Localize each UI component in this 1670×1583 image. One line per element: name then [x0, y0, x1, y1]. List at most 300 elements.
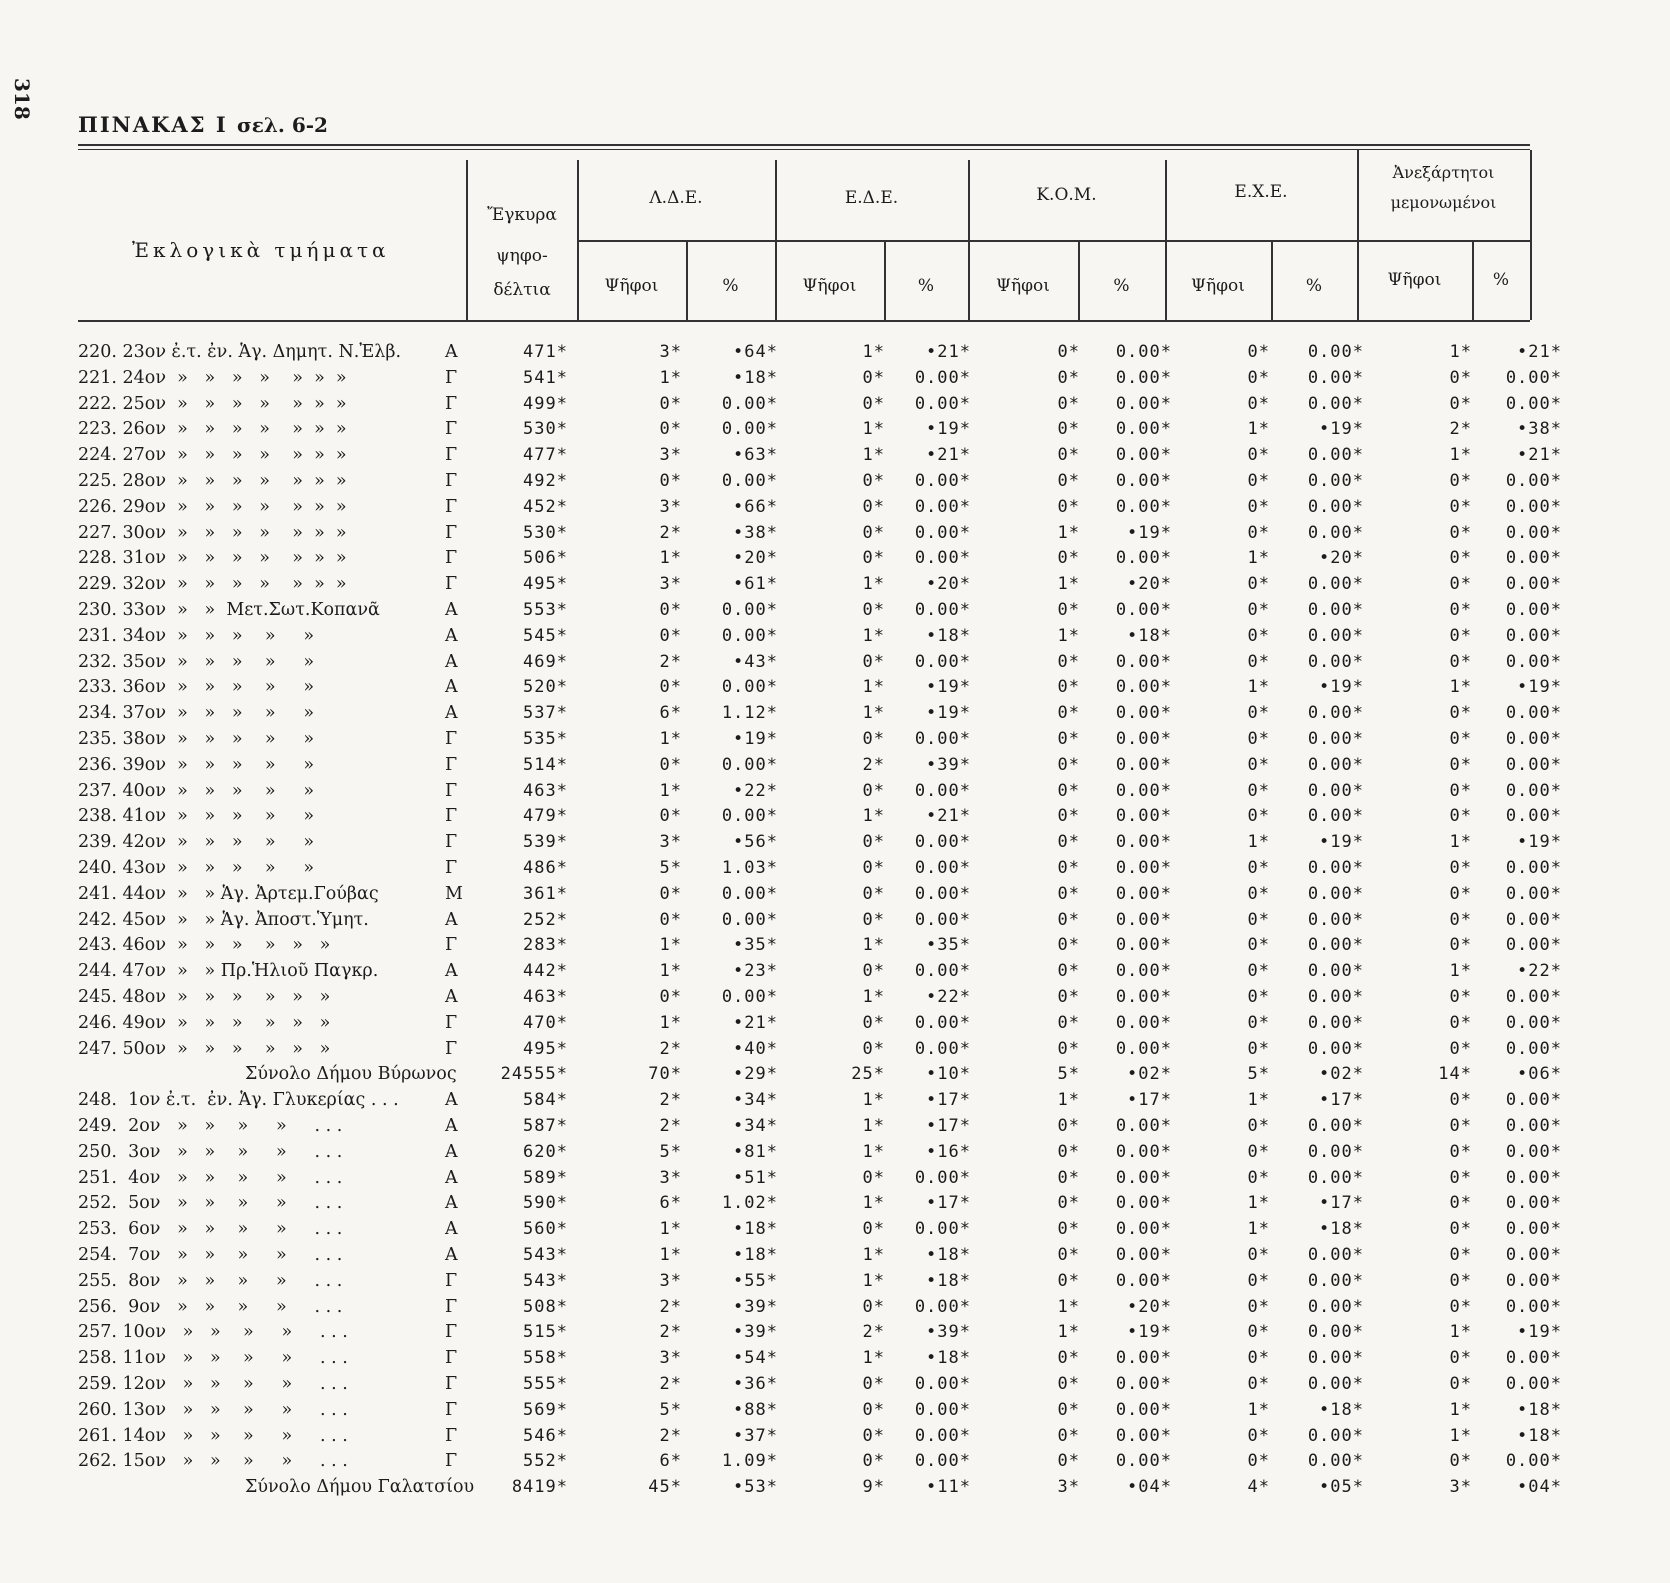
kom-pct-cell: 0.00*: [1115, 780, 1172, 801]
ede-pct-cell: 0.00*: [914, 1425, 971, 1446]
ede-pct-cell: •21*: [926, 342, 971, 362]
kom-pct-cell: 0.00*: [1115, 1374, 1172, 1394]
valid-ballots-cell: 545*: [523, 625, 568, 646]
ede-pct-cell: 0.00*: [914, 393, 971, 414]
ede-pct-cell: •18*: [926, 1348, 971, 1369]
district-label: 262. 15ον » » » » . . .: [78, 1451, 348, 1472]
kom-votes-cell: 1*: [1057, 574, 1080, 595]
valid-ballots-cell: 553*: [523, 600, 568, 620]
ede-pct-cell: 0.00*: [914, 883, 971, 904]
district-label: 261. 14ον » » » » . . .: [78, 1425, 348, 1446]
ede-pct-cell: •11*: [926, 1477, 971, 1498]
independent-pct-cell: 0.00*: [1505, 754, 1562, 775]
exe-votes-cell: 1*: [1247, 832, 1270, 853]
ede-pct-cell: 0.00*: [914, 729, 971, 749]
kom-pct-cell: •19*: [1127, 522, 1172, 543]
header-exe: Ε.Χ.Ε.: [1234, 182, 1288, 202]
exe-votes-cell: 1*: [1247, 1090, 1270, 1111]
lde-votes-cell: 0*: [659, 419, 682, 440]
exe-pct-cell: 0.00*: [1307, 496, 1364, 517]
exe-pct-cell: •19*: [1319, 832, 1364, 853]
ede-votes-cell: 0*: [862, 600, 885, 620]
section-letter: Γ: [445, 1374, 458, 1394]
lde-pct-cell: •66*: [733, 496, 778, 517]
exe-pct-cell: 0.00*: [1307, 883, 1364, 904]
ede-votes-cell: 0*: [862, 729, 885, 749]
header-top-rule-2: [78, 149, 1530, 150]
lde-votes-cell: 2*: [659, 1116, 682, 1136]
ede-votes-cell: 0*: [862, 858, 885, 878]
table-row: [0, 1423, 1670, 1449]
valid-ballots-cell: 8419*: [511, 1477, 568, 1498]
kom-votes-cell: 0*: [1057, 651, 1080, 672]
lde-votes-cell: 1*: [659, 548, 682, 569]
ede-votes-cell: 1*: [862, 419, 885, 440]
table-row: [0, 1113, 1670, 1139]
valid-ballots-cell: 620*: [523, 1141, 568, 1162]
ede-votes-cell: 0*: [862, 1219, 885, 1240]
table-row: [0, 1139, 1670, 1165]
independent-votes-cell: 1*: [1449, 832, 1472, 853]
district-label: 234. 37ον » » » » »: [78, 703, 315, 724]
lde-votes-cell: 1*: [659, 729, 682, 749]
independent-votes-cell: 0*: [1449, 625, 1472, 646]
ede-pct-cell: 0.00*: [914, 780, 971, 801]
district-label: 229. 32ον » » » » » » »: [78, 574, 347, 595]
lde-pct-cell: •51*: [733, 1167, 778, 1188]
exe-votes-cell: 0*: [1247, 806, 1270, 827]
district-label: 222. 25ον » » » » » » »: [78, 393, 347, 414]
district-label: 240. 43ον » » » » »: [78, 858, 315, 878]
valid-ballots-cell: 515*: [523, 1322, 568, 1343]
table-row: [0, 1345, 1670, 1371]
independent-pct-cell: 0.00*: [1505, 1451, 1562, 1472]
independent-votes-cell: 0*: [1449, 1116, 1472, 1136]
exe-pct-cell: 0.00*: [1307, 471, 1364, 491]
kom-votes-cell: 0*: [1057, 1219, 1080, 1240]
independent-pct-cell: 0.00*: [1505, 1219, 1562, 1240]
table-title-page-ref: σελ. 6-2: [236, 113, 328, 137]
kom-votes-cell: 0*: [1057, 729, 1080, 749]
exe-votes-cell: 0*: [1247, 754, 1270, 775]
lde-pct-cell: •36*: [733, 1374, 778, 1394]
section-letter: Γ: [445, 419, 458, 440]
valid-ballots-cell: 508*: [523, 1296, 568, 1317]
ede-pct-cell: •39*: [926, 754, 971, 775]
valid-ballots-cell: 514*: [523, 754, 568, 775]
section-letter: Γ: [445, 1399, 458, 1420]
exe-pct-cell: 0.00*: [1307, 445, 1364, 466]
kom-votes-cell: 0*: [1057, 471, 1080, 491]
section-letter: Α: [445, 600, 458, 620]
independent-pct-cell: 0.00*: [1505, 1374, 1562, 1394]
lde-pct-cell: •20*: [733, 548, 778, 569]
kom-votes-cell: 0*: [1057, 754, 1080, 775]
valid-ballots-cell: 539*: [523, 832, 568, 853]
lde-pct-cell: 1.03*: [721, 858, 778, 878]
lde-votes-cell: 3*: [659, 445, 682, 466]
ede-votes-cell: 1*: [862, 806, 885, 827]
total-row: [0, 1474, 1670, 1500]
independent-pct-cell: 0.00*: [1505, 574, 1562, 595]
valid-ballots-cell: 470*: [523, 1012, 568, 1033]
ede-pct-cell: •39*: [926, 1322, 971, 1343]
section-letter: Α: [445, 909, 458, 930]
table-row: [0, 545, 1670, 571]
exe-pct-cell: 0.00*: [1307, 651, 1364, 672]
ede-pct-cell: 0.00*: [914, 1012, 971, 1033]
independent-votes-cell: 0*: [1449, 754, 1472, 775]
lde-votes-cell: 0*: [659, 677, 682, 698]
independent-votes-cell: 0*: [1449, 522, 1472, 543]
section-letter: Α: [445, 1219, 458, 1240]
subheader-kom-pct: %: [1113, 276, 1130, 296]
lde-pct-cell: 1.02*: [721, 1193, 778, 1214]
kom-votes-cell: 1*: [1057, 625, 1080, 646]
lde-votes-cell: 3*: [659, 1270, 682, 1291]
subheader-rule: [577, 240, 1530, 242]
section-letter: Γ: [445, 393, 458, 414]
subheader-exe-votes: Ψῆφοι: [1191, 276, 1245, 296]
table-row: [0, 1448, 1670, 1474]
ede-votes-cell: 9*: [862, 1477, 885, 1498]
lde-pct-cell: •43*: [733, 651, 778, 672]
district-label: 225. 28ον » » » » » » »: [78, 471, 347, 491]
exe-votes-cell: 1*: [1247, 1219, 1270, 1240]
kom-votes-cell: 1*: [1057, 1322, 1080, 1343]
kom-pct-cell: 0.00*: [1115, 651, 1172, 672]
table-row: [0, 623, 1670, 649]
independent-votes-cell: 0*: [1449, 367, 1472, 388]
valid-ballots-cell: 530*: [523, 419, 568, 440]
kom-votes-cell: 0*: [1057, 1245, 1080, 1265]
kom-pct-cell: 0.00*: [1115, 1012, 1172, 1033]
kom-votes-cell: 0*: [1057, 858, 1080, 878]
section-letter: Γ: [445, 729, 458, 749]
district-label: 223. 26ον » » » » » » »: [78, 419, 347, 440]
kom-votes-cell: 0*: [1057, 677, 1080, 698]
ede-pct-cell: 0.00*: [914, 522, 971, 543]
kom-pct-cell: •20*: [1127, 574, 1172, 595]
exe-pct-cell: 0.00*: [1307, 858, 1364, 878]
lde-votes-cell: 0*: [659, 754, 682, 775]
independent-pct-cell: 0.00*: [1505, 883, 1562, 904]
kom-pct-cell: 0.00*: [1115, 883, 1172, 904]
independent-votes-cell: 3*: [1449, 1477, 1472, 1498]
kom-pct-cell: 0.00*: [1115, 909, 1172, 930]
kom-pct-cell: 0.00*: [1115, 677, 1172, 698]
kom-pct-cell: 0.00*: [1115, 471, 1172, 491]
table-row: [0, 907, 1670, 933]
table-row: [0, 984, 1670, 1010]
lde-pct-cell: •22*: [733, 780, 778, 801]
lde-votes-cell: 3*: [659, 496, 682, 517]
lde-pct-cell: 0.00*: [721, 677, 778, 698]
table-row: [0, 365, 1670, 391]
kom-pct-cell: •04*: [1127, 1477, 1172, 1498]
lde-votes-cell: 0*: [659, 987, 682, 1007]
valid-ballots-cell: 495*: [523, 1038, 568, 1059]
ede-votes-cell: 0*: [862, 961, 885, 982]
valid-ballots-cell: 590*: [523, 1193, 568, 1214]
kom-pct-cell: 0.00*: [1115, 1219, 1172, 1240]
header-independent-line1: Ἀνεξάρτητοι: [1392, 163, 1495, 182]
ede-votes-cell: 0*: [862, 1374, 885, 1394]
kom-votes-cell: 0*: [1057, 1399, 1080, 1420]
valid-ballots-cell: 463*: [523, 780, 568, 801]
header-bottom-rule: [78, 320, 1530, 322]
kom-votes-cell: 1*: [1057, 1296, 1080, 1317]
header-independent-line2: μεμονωμένοι: [1390, 193, 1497, 212]
table-row: [0, 1216, 1670, 1242]
ede-votes-cell: 1*: [862, 987, 885, 1007]
ede-votes-cell: 0*: [862, 1167, 885, 1188]
independent-votes-cell: 0*: [1449, 1141, 1472, 1162]
independent-pct-cell: 0.00*: [1505, 1141, 1562, 1162]
section-letter: Α: [445, 625, 458, 646]
exe-votes-cell: 0*: [1247, 367, 1270, 388]
kom-votes-cell: 0*: [1057, 1038, 1080, 1059]
kom-pct-cell: 0.00*: [1115, 419, 1172, 440]
exe-votes-cell: 0*: [1247, 1425, 1270, 1446]
lde-votes-cell: 5*: [659, 1141, 682, 1162]
kom-votes-cell: 3*: [1057, 1477, 1080, 1498]
ede-votes-cell: 0*: [862, 1399, 885, 1420]
exe-pct-cell: 0.00*: [1307, 393, 1364, 414]
lde-votes-cell: 0*: [659, 806, 682, 827]
independent-votes-cell: 0*: [1449, 574, 1472, 595]
exe-pct-cell: 0.00*: [1307, 1296, 1364, 1317]
lde-pct-cell: •39*: [733, 1322, 778, 1343]
lde-pct-cell: •34*: [733, 1116, 778, 1136]
independent-votes-cell: 14*: [1438, 1064, 1472, 1085]
table-row: [0, 674, 1670, 700]
ede-votes-cell: 0*: [862, 471, 885, 491]
independent-votes-cell: 1*: [1449, 961, 1472, 982]
district-label: 232. 35ον » » » » »: [78, 651, 315, 672]
ede-votes-cell: 0*: [862, 1038, 885, 1059]
lde-pct-cell: •40*: [733, 1038, 778, 1059]
kom-votes-cell: 0*: [1057, 419, 1080, 440]
kom-pct-cell: 0.00*: [1115, 729, 1172, 749]
valid-ballots-cell: 252*: [523, 909, 568, 930]
header-valid-line1: Ἔγκυρα: [487, 205, 557, 225]
lde-pct-cell: 0.00*: [721, 754, 778, 775]
lde-votes-cell: 6*: [659, 1451, 682, 1472]
subheader-ede-votes: Ψῆφοι: [802, 276, 857, 296]
exe-votes-cell: 0*: [1247, 729, 1270, 749]
kom-pct-cell: 0.00*: [1115, 1193, 1172, 1214]
ede-pct-cell: 0.00*: [914, 471, 971, 491]
section-letter: Γ: [445, 832, 458, 853]
lde-pct-cell: 0.00*: [721, 883, 778, 904]
kom-votes-cell: 0*: [1057, 1425, 1080, 1446]
exe-votes-cell: 0*: [1247, 1270, 1270, 1291]
lde-votes-cell: 1*: [659, 935, 682, 956]
district-label: 260. 13ον » » » » . . .: [78, 1399, 348, 1420]
independent-pct-cell: 0.00*: [1505, 987, 1562, 1007]
exe-votes-cell: 0*: [1247, 574, 1270, 595]
independent-pct-cell: 0.00*: [1505, 729, 1562, 749]
valid-ballots-cell: 442*: [523, 961, 568, 982]
exe-votes-cell: 0*: [1247, 393, 1270, 414]
independent-votes-cell: 1*: [1449, 1399, 1472, 1420]
table-row: [0, 1010, 1670, 1036]
independent-pct-cell: •38*: [1517, 419, 1562, 440]
district-label: 221. 24ον » » » » » » »: [78, 367, 347, 388]
kom-pct-cell: 0.00*: [1115, 1141, 1172, 1162]
lde-votes-cell: 0*: [659, 909, 682, 930]
independent-pct-cell: •18*: [1517, 1425, 1562, 1446]
kom-votes-cell: 0*: [1057, 1167, 1080, 1188]
kom-votes-cell: 0*: [1057, 548, 1080, 569]
independent-votes-cell: 0*: [1449, 729, 1472, 749]
valid-ballots-cell: 543*: [523, 1270, 568, 1291]
independent-votes-cell: 2*: [1449, 419, 1472, 440]
exe-votes-cell: 0*: [1247, 780, 1270, 801]
ede-votes-cell: 0*: [862, 522, 885, 543]
independent-pct-cell: •19*: [1517, 832, 1562, 853]
lde-votes-cell: 0*: [659, 883, 682, 904]
kom-pct-cell: 0.00*: [1115, 1245, 1172, 1265]
ede-votes-cell: 1*: [862, 625, 885, 646]
ede-pct-cell: •21*: [926, 445, 971, 466]
district-label: 250. 3ον » » » » . . .: [78, 1141, 343, 1162]
exe-pct-cell: •05*: [1319, 1477, 1364, 1498]
section-letter: Α: [445, 987, 458, 1007]
page-number: 318: [10, 78, 34, 120]
section-letter: Γ: [445, 471, 458, 491]
ede-votes-cell: 1*: [862, 342, 885, 362]
ede-pct-cell: •22*: [926, 987, 971, 1007]
lde-votes-cell: 3*: [659, 342, 682, 362]
kom-votes-cell: 0*: [1057, 883, 1080, 904]
independent-pct-cell: 0.00*: [1505, 471, 1562, 491]
district-label: 233. 36ον » » » » »: [78, 677, 315, 698]
total-label: Σύνολο Δήμου Βύρωνος: [245, 1064, 457, 1085]
district-label: 242. 45ον » » Ἁγ. Ἀποστ.Ὑμητ.: [78, 909, 369, 930]
kom-pct-cell: •17*: [1127, 1090, 1172, 1111]
section-letter: Γ: [445, 780, 458, 801]
ede-pct-cell: •18*: [926, 1245, 971, 1265]
district-label: 247. 50ον » » » » » »: [78, 1038, 331, 1059]
section-letter: Γ: [445, 1322, 458, 1343]
independent-pct-cell: 0.00*: [1505, 393, 1562, 414]
section-letter: Γ: [445, 858, 458, 878]
ede-pct-cell: 0.00*: [914, 1296, 971, 1317]
section-letter: Μ: [445, 883, 463, 904]
ede-votes-cell: 1*: [862, 1245, 885, 1265]
independent-pct-cell: 0.00*: [1505, 600, 1562, 620]
valid-ballots-cell: 584*: [523, 1090, 568, 1111]
kom-votes-cell: 5*: [1057, 1064, 1080, 1085]
independent-votes-cell: 0*: [1449, 987, 1472, 1007]
lde-pct-cell: 0.00*: [721, 806, 778, 827]
exe-pct-cell: 0.00*: [1307, 1116, 1364, 1136]
independent-votes-cell: 0*: [1449, 1038, 1472, 1059]
kom-pct-cell: 0.00*: [1115, 858, 1172, 878]
valid-ballots-cell: 486*: [523, 858, 568, 878]
valid-ballots-cell: 537*: [523, 703, 568, 724]
independent-votes-cell: 0*: [1449, 780, 1472, 801]
lde-pct-cell: •34*: [733, 1090, 778, 1111]
district-label: 259. 12ον » » » » . . .: [78, 1374, 348, 1394]
table-row: [0, 1268, 1670, 1294]
exe-pct-cell: 0.00*: [1307, 367, 1364, 388]
section-letter: Α: [445, 677, 458, 698]
ede-votes-cell: 0*: [862, 651, 885, 672]
lde-votes-cell: 3*: [659, 1167, 682, 1188]
kom-pct-cell: 0.00*: [1115, 1167, 1172, 1188]
lde-pct-cell: •55*: [733, 1270, 778, 1291]
independent-votes-cell: 0*: [1449, 1374, 1472, 1394]
kom-pct-cell: 0.00*: [1115, 1451, 1172, 1472]
kom-pct-cell: •18*: [1127, 625, 1172, 646]
table-row: [0, 881, 1670, 907]
section-letter: Γ: [445, 574, 458, 595]
ede-votes-cell: 1*: [862, 574, 885, 595]
exe-votes-cell: 0*: [1247, 1116, 1270, 1136]
subheader-lde-pct: %: [722, 276, 739, 296]
exe-votes-cell: 1*: [1247, 1399, 1270, 1420]
lde-votes-cell: 6*: [659, 703, 682, 724]
district-label: 255. 8ον » » » » . . .: [78, 1270, 343, 1291]
exe-votes-cell: 0*: [1247, 1245, 1270, 1265]
lde-pct-cell: •18*: [733, 1245, 778, 1265]
valid-ballots-cell: 560*: [523, 1219, 568, 1240]
exe-pct-cell: 0.00*: [1307, 1167, 1364, 1188]
lde-votes-cell: 3*: [659, 574, 682, 595]
independent-pct-cell: 0.00*: [1505, 935, 1562, 956]
independent-pct-cell: 0.00*: [1505, 1193, 1562, 1214]
ede-votes-cell: 1*: [862, 1270, 885, 1291]
independent-pct-cell: •21*: [1517, 342, 1562, 362]
kom-pct-cell: 0.00*: [1115, 935, 1172, 956]
section-letter: Γ: [445, 1296, 458, 1317]
ede-pct-cell: 0.00*: [914, 1374, 971, 1394]
table-row: [0, 494, 1670, 520]
ede-pct-cell: 0.00*: [914, 832, 971, 853]
header-kom: Κ.Ο.Μ.: [1036, 185, 1097, 205]
exe-pct-cell: 0.00*: [1307, 1141, 1364, 1162]
table-row: [0, 855, 1670, 881]
independent-pct-cell: 0.00*: [1505, 496, 1562, 517]
header-ede: Ε.Δ.Ε.: [844, 188, 899, 208]
ede-votes-cell: 0*: [862, 1296, 885, 1317]
ede-votes-cell: 1*: [862, 703, 885, 724]
ede-votes-cell: 1*: [862, 1193, 885, 1214]
valid-ballots-cell: 530*: [523, 522, 568, 543]
section-letter: Α: [445, 703, 458, 724]
lde-votes-cell: 0*: [659, 625, 682, 646]
independent-pct-cell: •19*: [1517, 677, 1562, 698]
table-row: [0, 752, 1670, 778]
exe-pct-cell: 0.00*: [1307, 935, 1364, 956]
valid-ballots-cell: 283*: [523, 935, 568, 956]
exe-pct-cell: 0.00*: [1307, 1245, 1364, 1265]
kom-pct-cell: 0.00*: [1115, 1348, 1172, 1369]
ede-votes-cell: 1*: [862, 935, 885, 956]
independent-pct-cell: 0.00*: [1505, 651, 1562, 672]
valid-ballots-cell: 552*: [523, 1451, 568, 1472]
independent-votes-cell: 0*: [1449, 600, 1472, 620]
subheader-independent-pct: %: [1492, 270, 1510, 290]
ede-votes-cell: 0*: [862, 780, 885, 801]
kom-pct-cell: 0.00*: [1115, 1270, 1172, 1291]
district-label: 231. 34ον » » » » »: [78, 625, 315, 646]
exe-pct-cell: 0.00*: [1307, 909, 1364, 930]
exe-votes-cell: 0*: [1247, 961, 1270, 982]
